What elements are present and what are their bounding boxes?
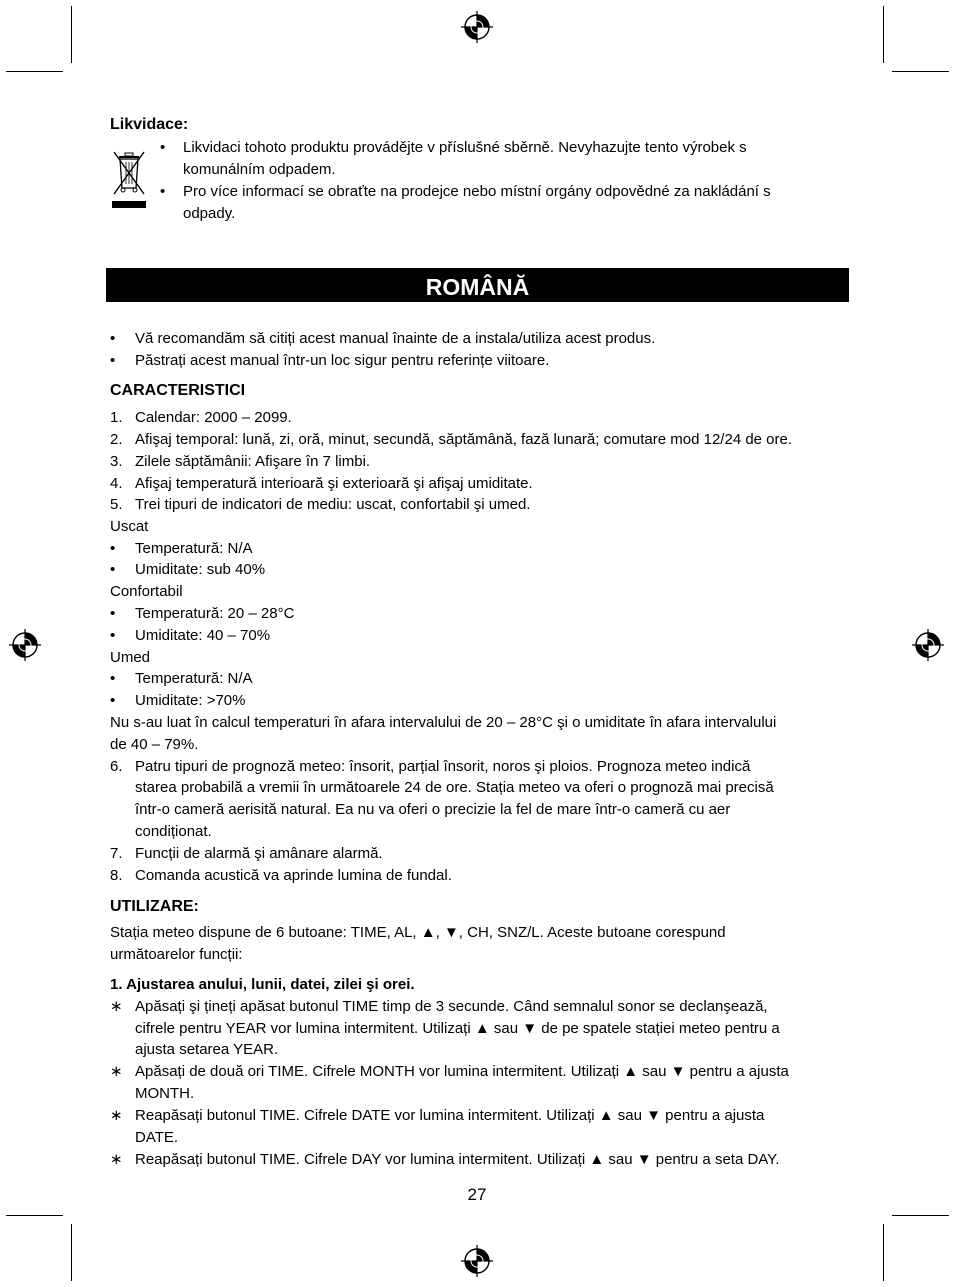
feature-item-6-line1: Patru tipuri de prognoză meteo: însorit, parțial însorit, noros şi ploios. Prognoza meteo indică [135, 758, 751, 775]
step-2-line1: Apăsați de două ori TIME. Cifrele MONTH vor lumina intermitent. Utilizați ▲ sau ▼ pentru a ajusta [135, 1063, 789, 1080]
list-number: 1. [110, 409, 123, 426]
intro-item: Vă recomandăm să citiți acest manual înainte de a instala/utiliza acest produs. [135, 330, 656, 347]
list-number: 4. [110, 475, 123, 492]
bullet-mark: • [110, 627, 116, 644]
crop-mark-top-right-v [883, 6, 884, 63]
crop-mark-bottom-right-h [892, 1215, 949, 1216]
bullet-mark: • [110, 352, 116, 369]
step-4-line1: Reapăsați butonul TIME. Cifrele DAY vor lumina intermitent. Utilizați ▲ sau ▼ pentru a seta DAY. [135, 1151, 780, 1168]
step-1-line1: Apăsați şi țineți apăsat butonul TIME timp de 3 secunde. Când semnalul sonor se declanşează, [135, 998, 768, 1015]
usage-heading: UTILIZARE: [110, 898, 199, 915]
feature-item: Trei tipuri de indicatori de mediu: uscat, confortabil şi umed. [135, 496, 531, 513]
step-3-line1: Reapăsați butonul TIME. Cifrele DATE vor lumina intermitent. Utilizați ▲ sau ▼ pentru a ajusta [135, 1107, 765, 1124]
wet-humidity: Umiditate: >70% [135, 692, 246, 709]
disposal-bullet2-line2: odpady. [183, 205, 236, 222]
weee-bin-icon [110, 148, 148, 210]
condition-comfort-label: Confortabil [110, 583, 183, 600]
usage-intro-line2: următoarelor funcții: [110, 946, 243, 963]
dry-temperature: Temperatură: N/A [135, 540, 253, 557]
range-note-line2: de 40 – 79%. [110, 736, 199, 753]
step-star-mark: ∗ [110, 1151, 123, 1168]
feature-item-6-line4: condiționat. [135, 823, 212, 840]
disposal-bullet2-line1: Pro více informací se obraťte na prodejce nebo místní orgány odpovědné za nakládání s [183, 183, 771, 200]
crop-mark-bottom-right-v [883, 1224, 884, 1281]
crop-mark-top-left-v [71, 6, 72, 63]
intro-item: Păstrați acest manual într-un loc sigur pentru referințe viitoare. [135, 352, 550, 369]
list-number: 7. [110, 845, 123, 862]
range-note-line1: Nu s-au luat în calcul temperaturi în afara intervalului de 20 – 28°C şi o umiditate în afara intervalului [110, 714, 777, 731]
feature-item: Zilele săptămânii: Afişare în 7 limbi. [135, 453, 371, 470]
bullet-mark: • [110, 670, 116, 687]
registration-mark-top [461, 11, 493, 43]
crop-mark-top-right-h [892, 71, 949, 72]
step-2-line2: MONTH. [135, 1085, 195, 1102]
list-number: 3. [110, 453, 123, 470]
wet-temperature: Temperatură: N/A [135, 670, 253, 687]
list-number: 8. [110, 867, 123, 884]
list-number: 2. [110, 431, 123, 448]
condition-dry-label: Uscat [110, 518, 149, 535]
comfort-temperature: Temperatură: 20 – 28°C [135, 605, 295, 622]
list-number: 6. [110, 758, 123, 775]
disposal-bullet1-line1: Likvidaci tohoto produktu provádějte v příslušné sběrně. Nevyhazujte tento výrobek s [183, 139, 747, 156]
step-star-mark: ∗ [110, 1063, 123, 1080]
crop-mark-bottom-left-v [71, 1224, 72, 1281]
bullet-mark: • [110, 540, 116, 557]
step-1-line3: ajusta setarea YEAR. [135, 1041, 279, 1058]
disposal-bullet1-line2: komunálním odpadem. [183, 161, 336, 178]
step-3-line2: DATE. [135, 1129, 179, 1146]
bullet-mark: • [110, 692, 116, 709]
bullet-mark: • [110, 330, 116, 347]
bullet-mark: • [110, 605, 116, 622]
feature-item: Calendar: 2000 – 2099. [135, 409, 292, 426]
dry-humidity: Umiditate: sub 40% [135, 561, 266, 578]
feature-item-7: Funcții de alarmă şi amânare alarmă. [135, 845, 383, 862]
disposal-heading: Likvidace: [110, 116, 189, 133]
step-1-line2: cifrele pentru YEAR vor lumina intermitent. Utilizați ▲ sau ▼ de pe spatele stației meteo pentru a [135, 1020, 780, 1037]
bullet-mark: • [160, 139, 166, 156]
bullet-mark: • [160, 183, 166, 200]
registration-mark-left [9, 629, 41, 661]
feature-item-6-line2: starea probabilă a vremii în următoarele 24 de ore. Stația meteo va oferi o prognoză mai precisă [135, 779, 774, 796]
page-number: 27 [467, 1185, 487, 1204]
feature-item-8: Comanda acustică va aprinde lumina de fundal. [135, 867, 452, 884]
bullet-mark: • [110, 561, 116, 578]
registration-mark-right [912, 629, 944, 661]
comfort-humidity: Umiditate: 40 – 70% [135, 627, 271, 644]
features-heading: CARACTERISTICI [110, 382, 246, 399]
usage-intro-line1: Stația meteo dispune de 6 butoane: TIME, AL, ▲, ▼, CH, SNZ/L. Aceste butoane corespund [110, 924, 726, 941]
step1-heading: 1. Ajustarea anului, lunii, datei, zilei şi orei. [110, 976, 415, 993]
language-banner: ROMÂNĂ [106, 268, 849, 302]
condition-wet-label: Umed [110, 649, 151, 666]
crop-mark-top-left-h [6, 71, 63, 72]
feature-item: Afişaj temperatură interioară şi exterioară şi afişaj umiditate. [135, 475, 533, 492]
step-star-mark: ∗ [110, 998, 123, 1015]
step-star-mark: ∗ [110, 1107, 123, 1124]
list-number: 5. [110, 496, 123, 513]
registration-mark-bottom [461, 1245, 493, 1277]
feature-item: Afişaj temporal: lună, zi, oră, minut, secundă, săptămână, fază lunară; comutare mod 12/24 de ore. [135, 431, 793, 448]
crop-mark-bottom-left-h [6, 1215, 63, 1216]
feature-item-6-line3: într-o cameră aerisită natural. Ea nu va oferi o precizie la fel de mare într-o cameră cu aer [135, 801, 731, 818]
